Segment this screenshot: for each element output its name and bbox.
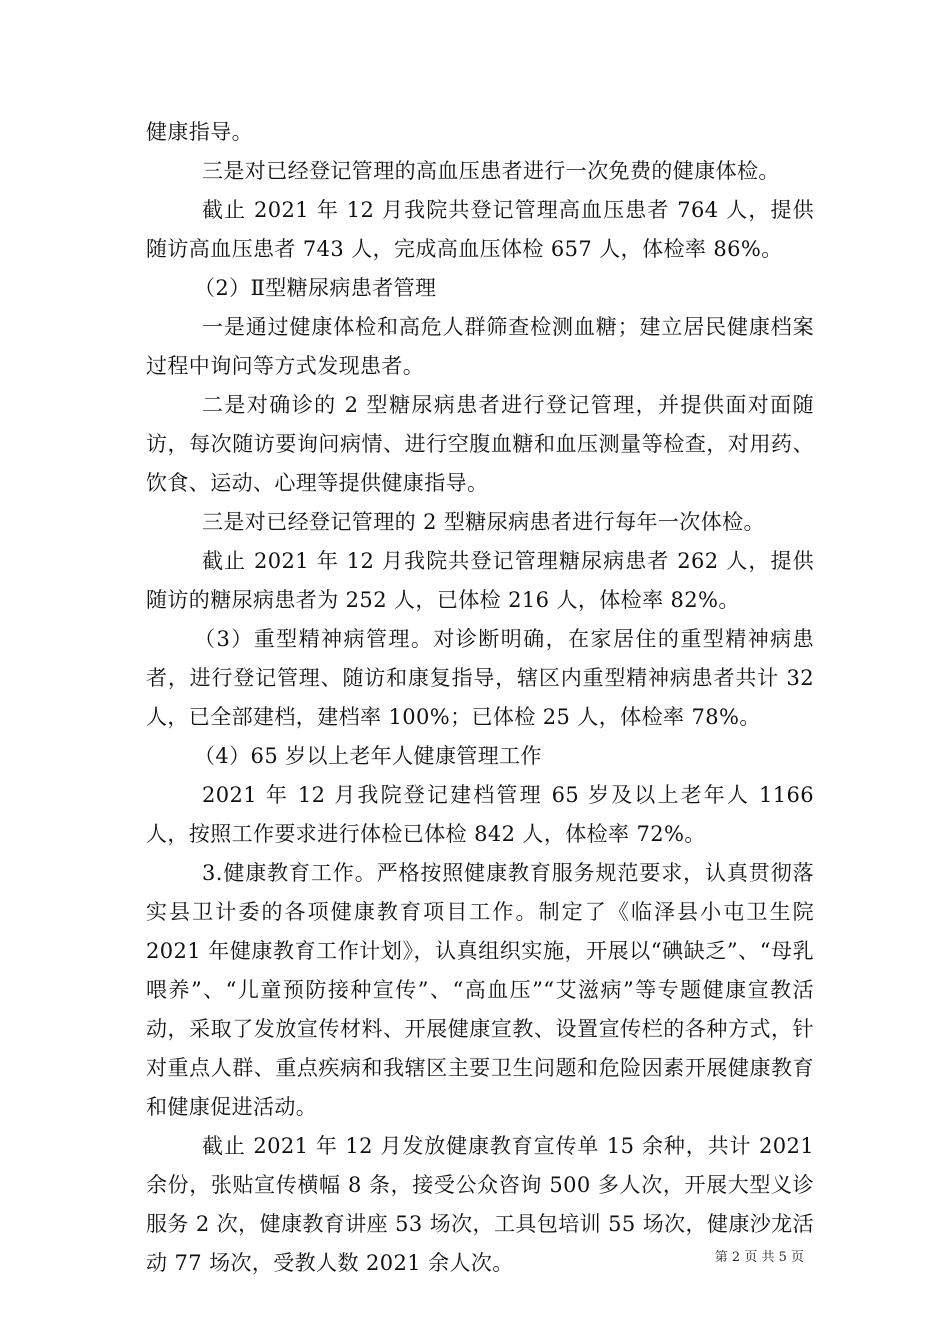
paragraph-education-stats: 截止 2021 年 12 月发放健康教育宣传单 15 余种，共计 2021 余份，张贴宣传横幅 8 条，接受公众咨询 500 多人次，开展大型义诊服务 2 次，健康教育讲座 53 场次，工具包培训 55 场次，健康沙龙活动 77 场次，受教人数 2021 余人次。 xyxy=(146,1134,814,1275)
paragraph-elderly-stats: 2021 年 12 月我院登记建档管理 65 岁及以上老年人 1166 人，按照工作要求进行体检已体检 842 人，体检率 72%。 xyxy=(146,783,814,846)
page-number: 第 2 页 共 5 页 xyxy=(714,1250,804,1265)
paragraph-hypertension-checkup: 三是对已经登记管理的高血压患者进行一次免费的健康体检。 xyxy=(202,159,780,183)
paragraph-hypertension-stats: 截止 2021 年 12 月我院共登记管理高血压患者 764 人，提供随访高血压患者 743 人，完成高血压体检 657 人，体检率 86%。 xyxy=(146,198,814,261)
paragraph-mental-illness: （3）重型精神病管理。对诊断明确，在家居住的重型精神病患者，进行登记管理、随访和康复指导，辖区内重型精神病患者共计 32 人，已全部建档，建档率 100%；已体检 25 人，体检率 78%。 xyxy=(146,627,814,729)
document-body xyxy=(146,113,814,1283)
paragraph-continuation: 健康指导。 xyxy=(146,120,253,144)
paragraph-diabetes-checkup: 三是对已经登记管理的 2 型糖尿病患者进行每年一次体检。 xyxy=(202,510,765,534)
heading-diabetes-management: （2）Ⅱ型糖尿病患者管理 xyxy=(194,276,437,300)
paragraph-diabetes-stats: 截止 2021 年 12 月我院共登记管理糖尿病患者 262 人，提供随访的糖尿病患者为 252 人，已体检 216 人，体检率 82%。 xyxy=(146,549,814,612)
paragraph-diabetes-followup: 二是对确诊的 2 型糖尿病患者进行登记管理，并提供面对面随访，每次随访要询问病情、进行空腹血糖和血压测量等检查，对用药、饮食、运动、心理等提供健康指导。 xyxy=(146,393,814,495)
paragraph-health-education: 3.健康教育工作。严格按照健康教育服务规范要求，认真贯彻落实县卫计委的各项健康教育项目工作。制定了《临泽县小屯卫生院 2021 年健康教育工作计划》，认真组织实施，开展以“碘缺乏”、“母乳喂养”、“儿童预防接种宣传”、“高血压”“艾滋病”等专题健康宣教活动，采取了发放宣传材料、开展健康宣教、设置宣传栏的各种方式，针对重点人群、重点疾病和我辖区主要卫生问题和危险因素开展健康教育和健康促进活动。 xyxy=(146,861,814,1119)
heading-elderly-management: （4）65 岁以上老年人健康管理工作 xyxy=(194,744,542,768)
paragraph-diabetes-screening: 一是通过健康体检和高危人群筛查检测血糖；建立居民健康档案过程中询问等方式发现患者。 xyxy=(146,315,814,378)
